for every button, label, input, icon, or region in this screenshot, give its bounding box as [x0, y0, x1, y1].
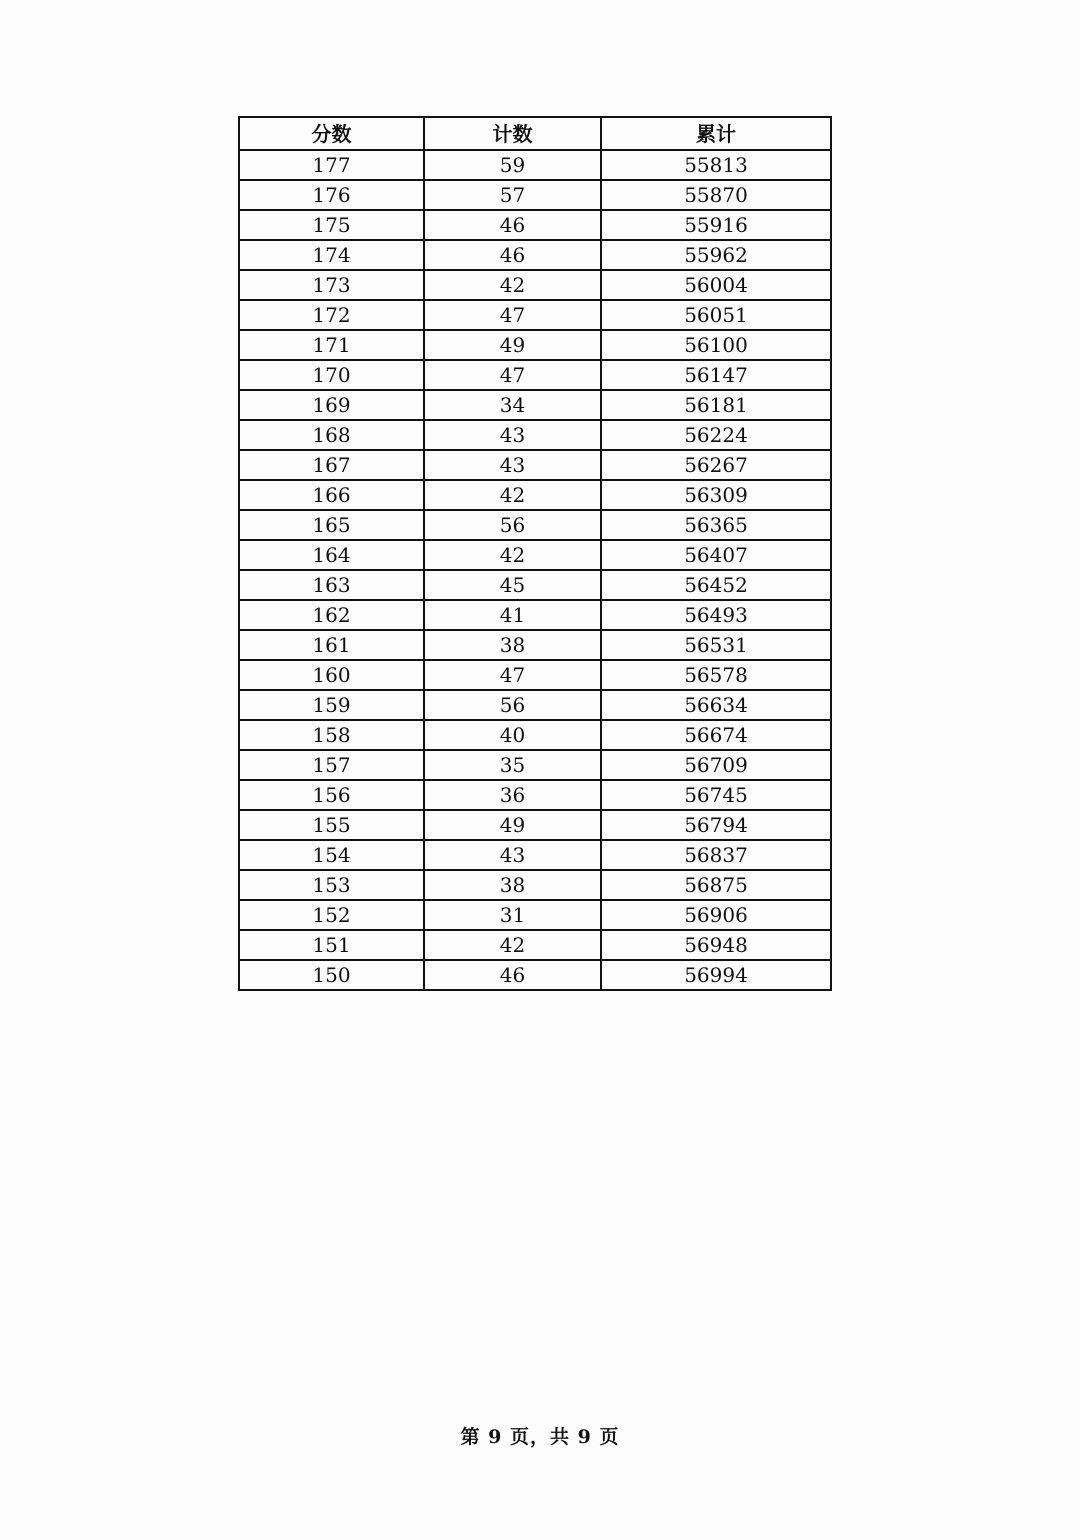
table-row: [239, 270, 831, 300]
table-row: [239, 630, 831, 660]
cell-cumulative: 56837: [601, 840, 831, 870]
cell-count: 46: [424, 210, 601, 240]
cell-score: 167: [239, 450, 424, 480]
table-row: [239, 390, 831, 420]
table-row: [239, 450, 831, 480]
cell-count: 46: [424, 240, 601, 270]
cell-score: 155: [239, 810, 424, 840]
cell-count: 31: [424, 900, 601, 930]
cell-score: 172: [239, 300, 424, 330]
cell-count: 42: [424, 930, 601, 960]
cell-cumulative: 56147: [601, 360, 831, 390]
cell-cumulative: 56004: [601, 270, 831, 300]
cell-count: 46: [424, 960, 601, 990]
table-row: [239, 870, 831, 900]
cell-count: 57: [424, 180, 601, 210]
table-row: [239, 600, 831, 630]
cell-cumulative: 56634: [601, 690, 831, 720]
cell-cumulative: 56407: [601, 540, 831, 570]
cell-score: 164: [239, 540, 424, 570]
cell-score: 163: [239, 570, 424, 600]
cell-score: 169: [239, 390, 424, 420]
table-row: [239, 480, 831, 510]
cell-count: 38: [424, 630, 601, 660]
table-row: [239, 780, 831, 810]
cell-cumulative: 55813: [601, 150, 831, 180]
cell-count: 36: [424, 780, 601, 810]
cell-count: 56: [424, 690, 601, 720]
cell-count: 43: [424, 420, 601, 450]
table-row: [239, 210, 831, 240]
table-header: [239, 117, 831, 150]
cell-score: 153: [239, 870, 424, 900]
cell-cumulative: 56948: [601, 930, 831, 960]
cell-score: 157: [239, 750, 424, 780]
cell-score: 159: [239, 690, 424, 720]
cell-count: 59: [424, 150, 601, 180]
cell-cumulative: 55962: [601, 240, 831, 270]
table-row: [239, 690, 831, 720]
cell-score: 177: [239, 150, 424, 180]
cell-score: 162: [239, 600, 424, 630]
cell-score: 156: [239, 780, 424, 810]
cell-score: 152: [239, 900, 424, 930]
table-row: [239, 720, 831, 750]
cell-count: 35: [424, 750, 601, 780]
cell-count: 47: [424, 360, 601, 390]
table-row: [239, 930, 831, 960]
cell-score: 176: [239, 180, 424, 210]
cell-cumulative: 56994: [601, 960, 831, 990]
cell-score: 171: [239, 330, 424, 360]
cell-cumulative: 56051: [601, 300, 831, 330]
cell-cumulative: 56875: [601, 870, 831, 900]
score-distribution-table: [238, 116, 832, 991]
header-row: [239, 117, 831, 150]
header-count: 计数: [424, 117, 601, 150]
cell-score: 154: [239, 840, 424, 870]
table-row: [239, 570, 831, 600]
cell-count: 41: [424, 600, 601, 630]
cell-count: 47: [424, 300, 601, 330]
cell-cumulative: 56100: [601, 330, 831, 360]
cell-cumulative: 56365: [601, 510, 831, 540]
table-row: [239, 300, 831, 330]
header-score: 分数: [239, 117, 424, 150]
cell-cumulative: 56224: [601, 420, 831, 450]
cell-score: 175: [239, 210, 424, 240]
cell-cumulative: 56794: [601, 810, 831, 840]
cell-count: 49: [424, 810, 601, 840]
table-row: [239, 840, 831, 870]
table-row: [239, 510, 831, 540]
cell-cumulative: 56309: [601, 480, 831, 510]
table-row: [239, 540, 831, 570]
cell-cumulative: 56181: [601, 390, 831, 420]
cell-count: 45: [424, 570, 601, 600]
table-row: [239, 150, 831, 180]
cell-count: 38: [424, 870, 601, 900]
cell-score: 173: [239, 270, 424, 300]
table-row: [239, 810, 831, 840]
cell-score: 158: [239, 720, 424, 750]
table-body: [239, 150, 831, 990]
cell-cumulative: 56745: [601, 780, 831, 810]
table-row: [239, 660, 831, 690]
cell-score: 170: [239, 360, 424, 390]
cell-score: 168: [239, 420, 424, 450]
cell-cumulative: 56531: [601, 630, 831, 660]
cell-count: 42: [424, 270, 601, 300]
cell-score: 150: [239, 960, 424, 990]
cell-count: 43: [424, 840, 601, 870]
cell-cumulative: 56578: [601, 660, 831, 690]
cell-score: 151: [239, 930, 424, 960]
cell-count: 47: [424, 660, 601, 690]
header-cumulative: 累计: [601, 117, 831, 150]
cell-cumulative: 56267: [601, 450, 831, 480]
cell-count: 42: [424, 540, 601, 570]
cell-count: 49: [424, 330, 601, 360]
page-number-footer: 第 9 页，共 9 页: [460, 1426, 620, 1448]
cell-cumulative: 55870: [601, 180, 831, 210]
cell-cumulative: 55916: [601, 210, 831, 240]
cell-score: 165: [239, 510, 424, 540]
cell-score: 166: [239, 480, 424, 510]
table-row: [239, 420, 831, 450]
cell-count: 43: [424, 450, 601, 480]
table-row: [239, 900, 831, 930]
table-row: [239, 750, 831, 780]
cell-cumulative: 56906: [601, 900, 831, 930]
cell-count: 42: [424, 480, 601, 510]
cell-count: 34: [424, 390, 601, 420]
table-row: [239, 240, 831, 270]
table-row: [239, 330, 831, 360]
table-row: [239, 180, 831, 210]
cell-count: 56: [424, 510, 601, 540]
cell-cumulative: 56452: [601, 570, 831, 600]
cell-score: 174: [239, 240, 424, 270]
table-row: [239, 360, 831, 390]
cell-cumulative: 56674: [601, 720, 831, 750]
cell-score: 161: [239, 630, 424, 660]
cell-score: 160: [239, 660, 424, 690]
cell-cumulative: 56493: [601, 600, 831, 630]
cell-cumulative: 56709: [601, 750, 831, 780]
table-row: [239, 960, 831, 990]
cell-count: 40: [424, 720, 601, 750]
